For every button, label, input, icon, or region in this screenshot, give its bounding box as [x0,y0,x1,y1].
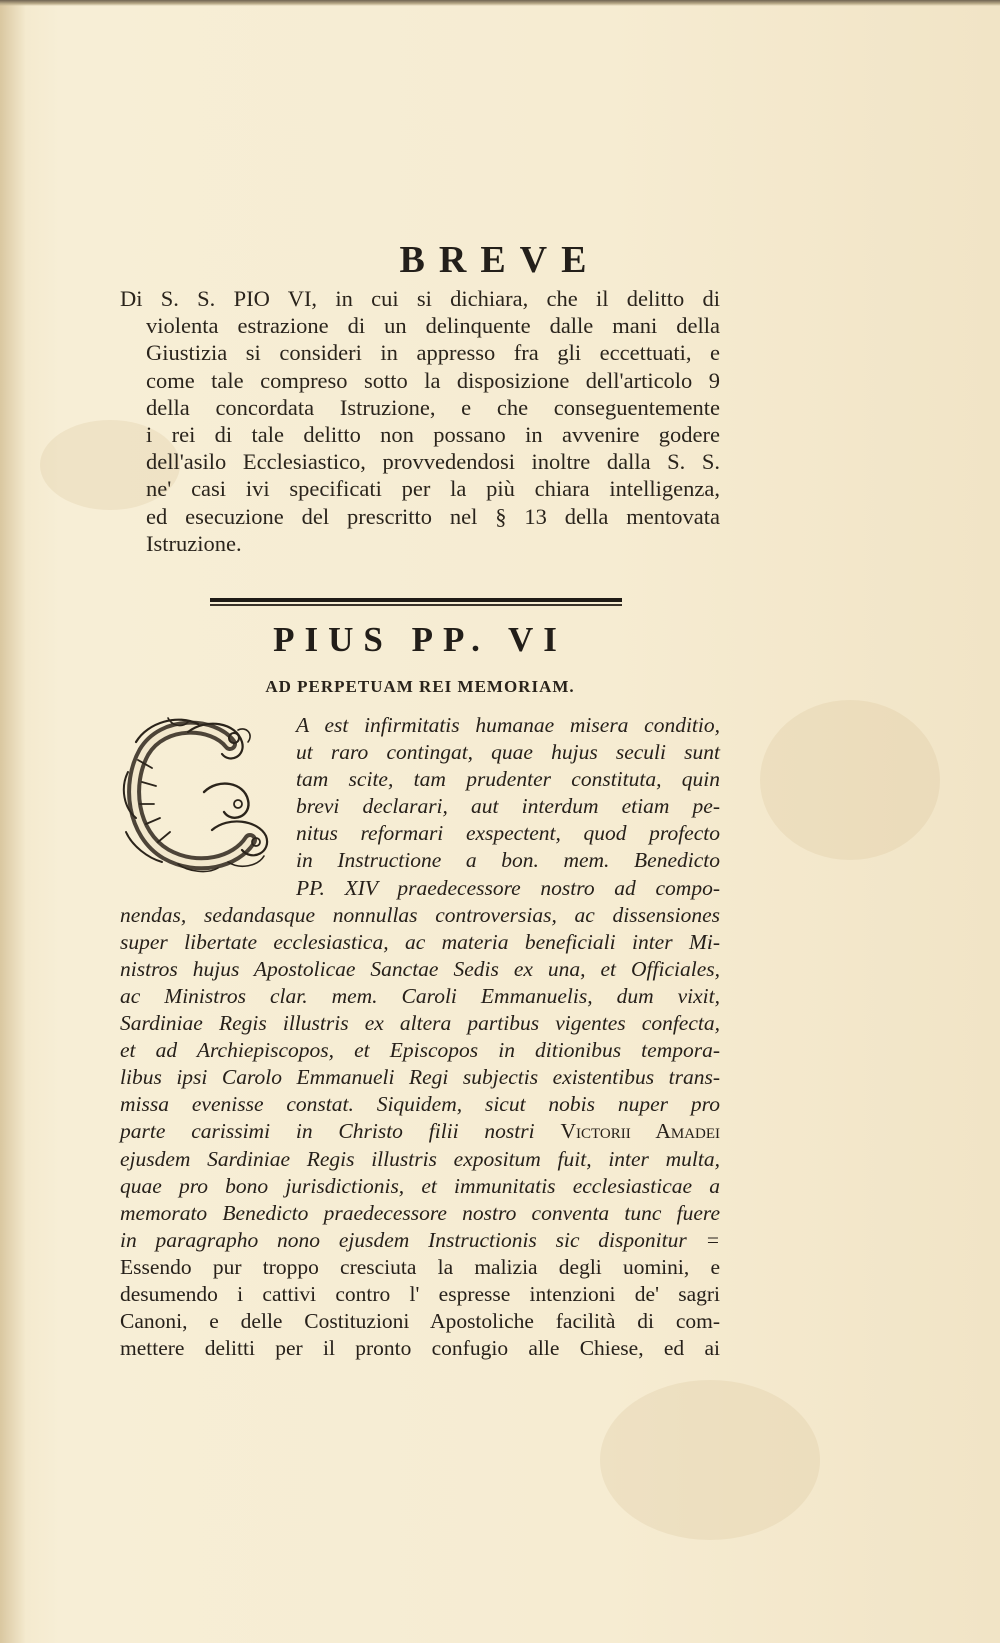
body-line: missa evenisse constat. Siquidem, sicut nobis nuper pro [120,1092,720,1117]
body-line: brevi declarari, aut interdum etiam pe- [296,794,720,819]
body-line: libus ipsi Carolo Emmanueli Regi subjectis existentibus trans- [120,1065,720,1090]
body-line: desumendo i cattivi contro l' espresse intenzioni de' sagri [120,1281,720,1306]
body-line: ut raro contingat, quae hujus seculi sunt [296,740,720,765]
body-line: nistros hujus Apostolicae Sanctae Sedis ex una, et Officiales, [120,956,720,981]
king-name: Victorii Amadei [560,1119,721,1144]
ornamental-rule [210,598,622,607]
summary-paragraph [120,285,720,557]
body-line: quae pro bono jurisdictionis, et immunitatis ecclesiasticae a [120,1173,720,1198]
body-line: A est infirmitatis humanae misera conditio, [296,713,720,737]
body-line: ac Ministros clar. mem. Caroli Emmanuelis, dum vixit, [120,983,720,1008]
paper-top-edge [0,0,1000,6]
body-line: in paragrapho nono ejusdem Instructionis sic disponitur = [120,1227,720,1252]
summary-line: dell'asilo Ecclesiastico, provvedendosi inoltre dalla S. S. [146,449,720,475]
paper-stain [600,1380,820,1540]
body-line: ejusdem Sardiniae Regis illustris expositum fuit, inter multa, [120,1146,720,1171]
paper-stain [760,700,940,860]
body-line: Canoni, e delle Costituzioni Apostoliche facilità di com- [120,1309,720,1334]
rule-thin [210,604,622,606]
body-line: memorato Benedicto praedecessore nostro conventa tunc fuere [120,1200,720,1225]
body-line: super libertate ecclesiastica, ac materia beneficiali inter Mi- [120,929,720,954]
summary-line: ne' casi ivi specificati per la più chiara intelligenza, [146,476,720,502]
summary-line: Istruzione. [146,530,242,556]
summary-line: Di S. S. PIO VI, in cui si dichiara, che il delitto di [120,286,720,311]
summary-line: come tale compreso sotto la disposizione dell'articolo 9 [146,367,720,393]
document-title: BREVE [399,239,601,281]
body-line-text: parte carissimi in Christo filii nostri [120,1119,535,1144]
body-line: tam scite, tam prudenter constituta, quin [296,767,720,792]
summary-line: violenta estrazione di un delinquente dalle mani della [146,313,720,339]
rule-thick [210,598,622,602]
summary-line: della concordata Istruzione, e che conseguentemente [146,394,720,420]
body-line: Essendo pur troppo cresciuta la malizia degli uomini, e [120,1254,720,1279]
body-line-victorii [120,1118,720,1145]
body-line: nitus reformari exspectent, quod profecto [296,821,720,846]
summary-line: Giustizia si consideri in appresso fra gli eccettuati, e [146,340,720,366]
body-line: PP. XIV praedecessore nostro ad compo- [296,875,720,900]
body-line: Sardiniae Regis illustris ex altera partibus vigentes confecta, [120,1011,720,1036]
summary-line: ed esecuzione del prescritto nel § 13 della mentovata [146,503,720,529]
body-line: mettere delitti per il pronto confugio alle Chiese, ed ai [120,1336,720,1361]
decree-subheading: AD PERPETUAM REI MEMORIAM. [265,677,575,696]
decree-body [120,712,720,1362]
body-line: in Instructione a bon. mem. Benedicto [296,848,720,873]
body-line: et ad Archiepiscopos, et Episcopos in ditionibus tempora- [120,1038,720,1063]
body-line: nendas, sedandasque nonnullas controversias, ac dissensiones [120,902,720,927]
decree-heading: PIUS PP. VI [273,620,567,659]
summary-line: i rei di tale delitto non possano in avvenire godere [146,422,720,448]
